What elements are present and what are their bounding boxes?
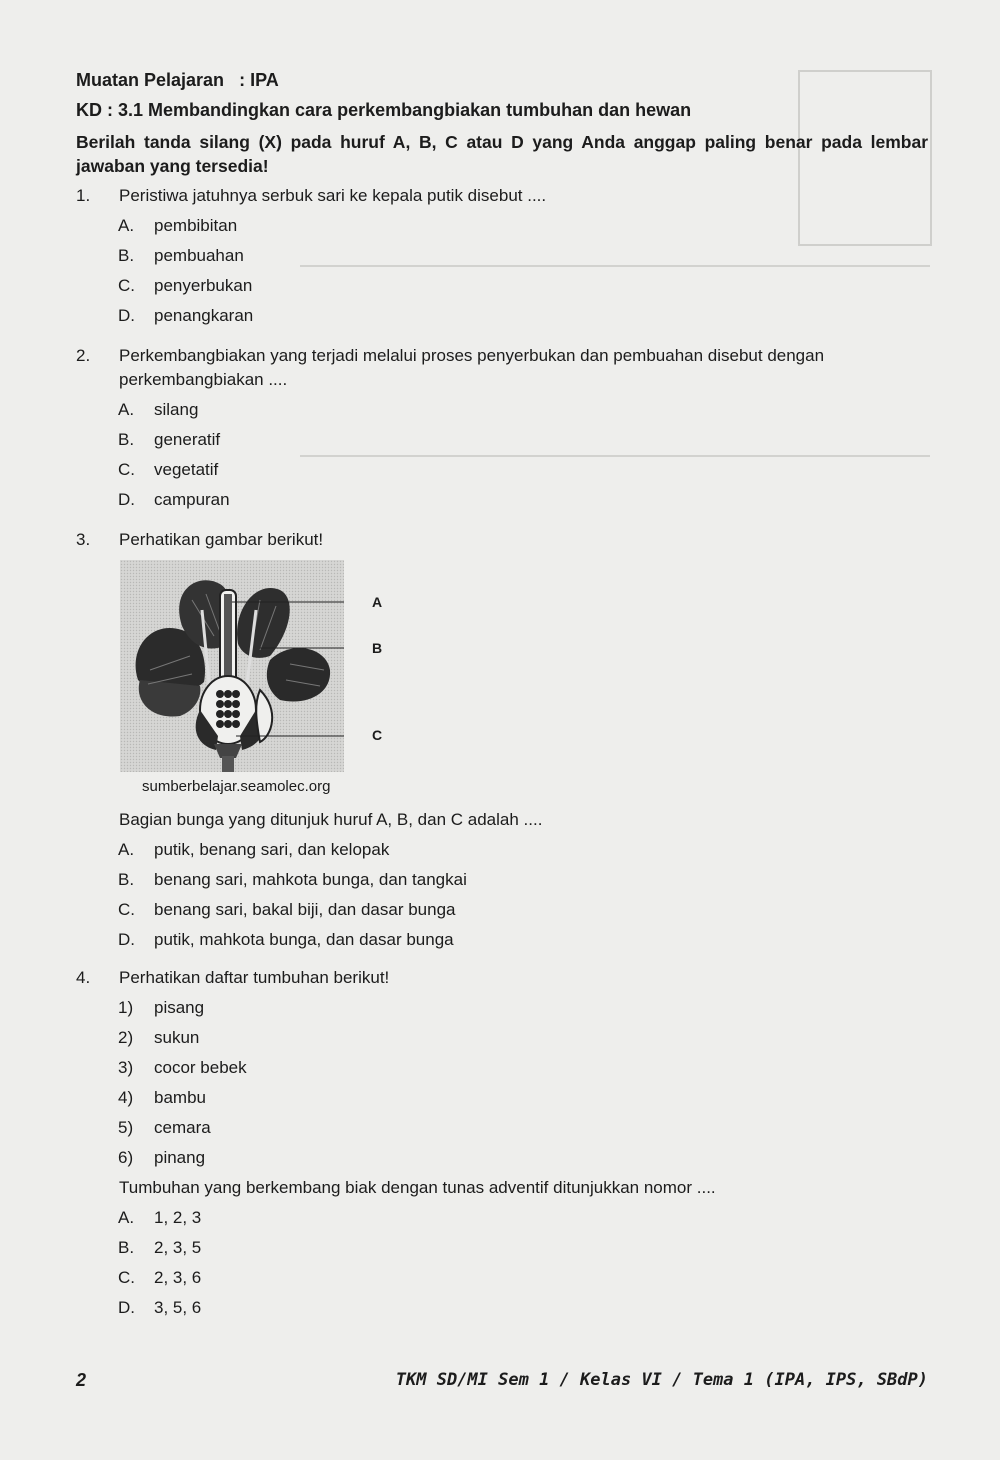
option-4a[interactable]: A. 1, 2, 3 — [118, 1208, 202, 1227]
question-text: Perhatikan gambar berikut! — [119, 530, 324, 549]
ghost-divider — [300, 455, 930, 457]
option-1c[interactable]: C. penyerbukan — [118, 276, 253, 295]
plant-list-item: 3) cocor bebek — [118, 1058, 247, 1077]
option-4b[interactable]: B. 2, 3, 5 — [118, 1238, 202, 1257]
option-1a[interactable]: A. pembibitan — [118, 216, 238, 235]
subject-value: : IPA — [239, 70, 279, 90]
question-text: Peristiwa jatuhnya serbuk sari ke kepala putik disebut .... — [119, 186, 547, 205]
option-2d[interactable]: D. campuran — [118, 490, 230, 509]
figure-label-a: A — [372, 594, 383, 610]
option-3c[interactable]: C. benang sari, bakal biji, dan dasar bunga — [118, 900, 456, 919]
question-text: Perkembangbiakan yang terjadi melalui proses penyerbukan dan pembuahan disebut dengan perkembangbiakan .... — [119, 346, 825, 389]
option-3d[interactable]: D. putik, mahkota bunga, dan dasar bunga — [118, 930, 454, 949]
figure-caption: sumberbelajar.seamolec.org — [142, 778, 331, 795]
page-number: 2 — [76, 1370, 87, 1390]
subject-line — [76, 70, 279, 91]
plant-list-item: 2) sukun — [118, 1028, 200, 1047]
question-text: Bagian bunga yang ditunjuk huruf A, B, dan C adalah .... — [119, 810, 543, 829]
question-text: Perhatikan daftar tumbuhan berikut! — [119, 968, 390, 987]
option-2c[interactable]: C. vegetatif — [118, 460, 219, 479]
figure-label-b: B — [372, 640, 383, 656]
plant-list-item: 6) pinang — [118, 1148, 206, 1167]
plant-list-item: 5) cemara — [118, 1118, 211, 1137]
option-1d[interactable]: D. penangkaran — [118, 306, 254, 325]
option-3a[interactable]: A. putik, benang sari, dan kelopak — [118, 840, 390, 859]
option-2b[interactable]: B. generatif — [118, 430, 221, 449]
flower-diagram — [120, 560, 344, 772]
option-2a[interactable]: A. silang — [118, 400, 199, 419]
plant-list-item: 1) pisang — [118, 998, 205, 1017]
option-4d[interactable]: D. 3, 5, 6 — [118, 1298, 202, 1317]
question-text: Tumbuhan yang berkembang biak dengan tunas adventif ditunjukkan nomor .... — [119, 1178, 716, 1197]
option-4c[interactable]: C. 2, 3, 6 — [118, 1268, 202, 1287]
subject-label: Muatan Pelajaran — [76, 70, 225, 90]
footer-title: TKM SD/MI Sem 1 / Kelas VI / Tema 1 (IPA, IPS, SBdP) — [395, 1370, 928, 1390]
question-number: 3. — [76, 530, 91, 549]
kd-line: KD : 3.1 Membandingkan cara perkembangbiakan tumbuhan dan hewan — [76, 100, 692, 120]
question-number: 1. — [76, 186, 91, 205]
figure-label-c: C — [372, 727, 383, 743]
ghost-divider — [300, 265, 930, 267]
option-3b[interactable]: B. benang sari, mahkota bunga, dan tangkai — [118, 870, 467, 889]
flower-illustration — [120, 560, 344, 772]
question-number: 2. — [76, 346, 91, 365]
plant-list-item: 4) bambu — [118, 1088, 206, 1107]
instruction: Berilah tanda silang (X) pada huruf A, B, C atau D yang Anda anggap paling benar pada lembar jawaban yang tersedia! — [76, 132, 928, 176]
option-1b[interactable]: B. pembuahan — [118, 246, 244, 265]
question-number: 4. — [76, 968, 91, 987]
